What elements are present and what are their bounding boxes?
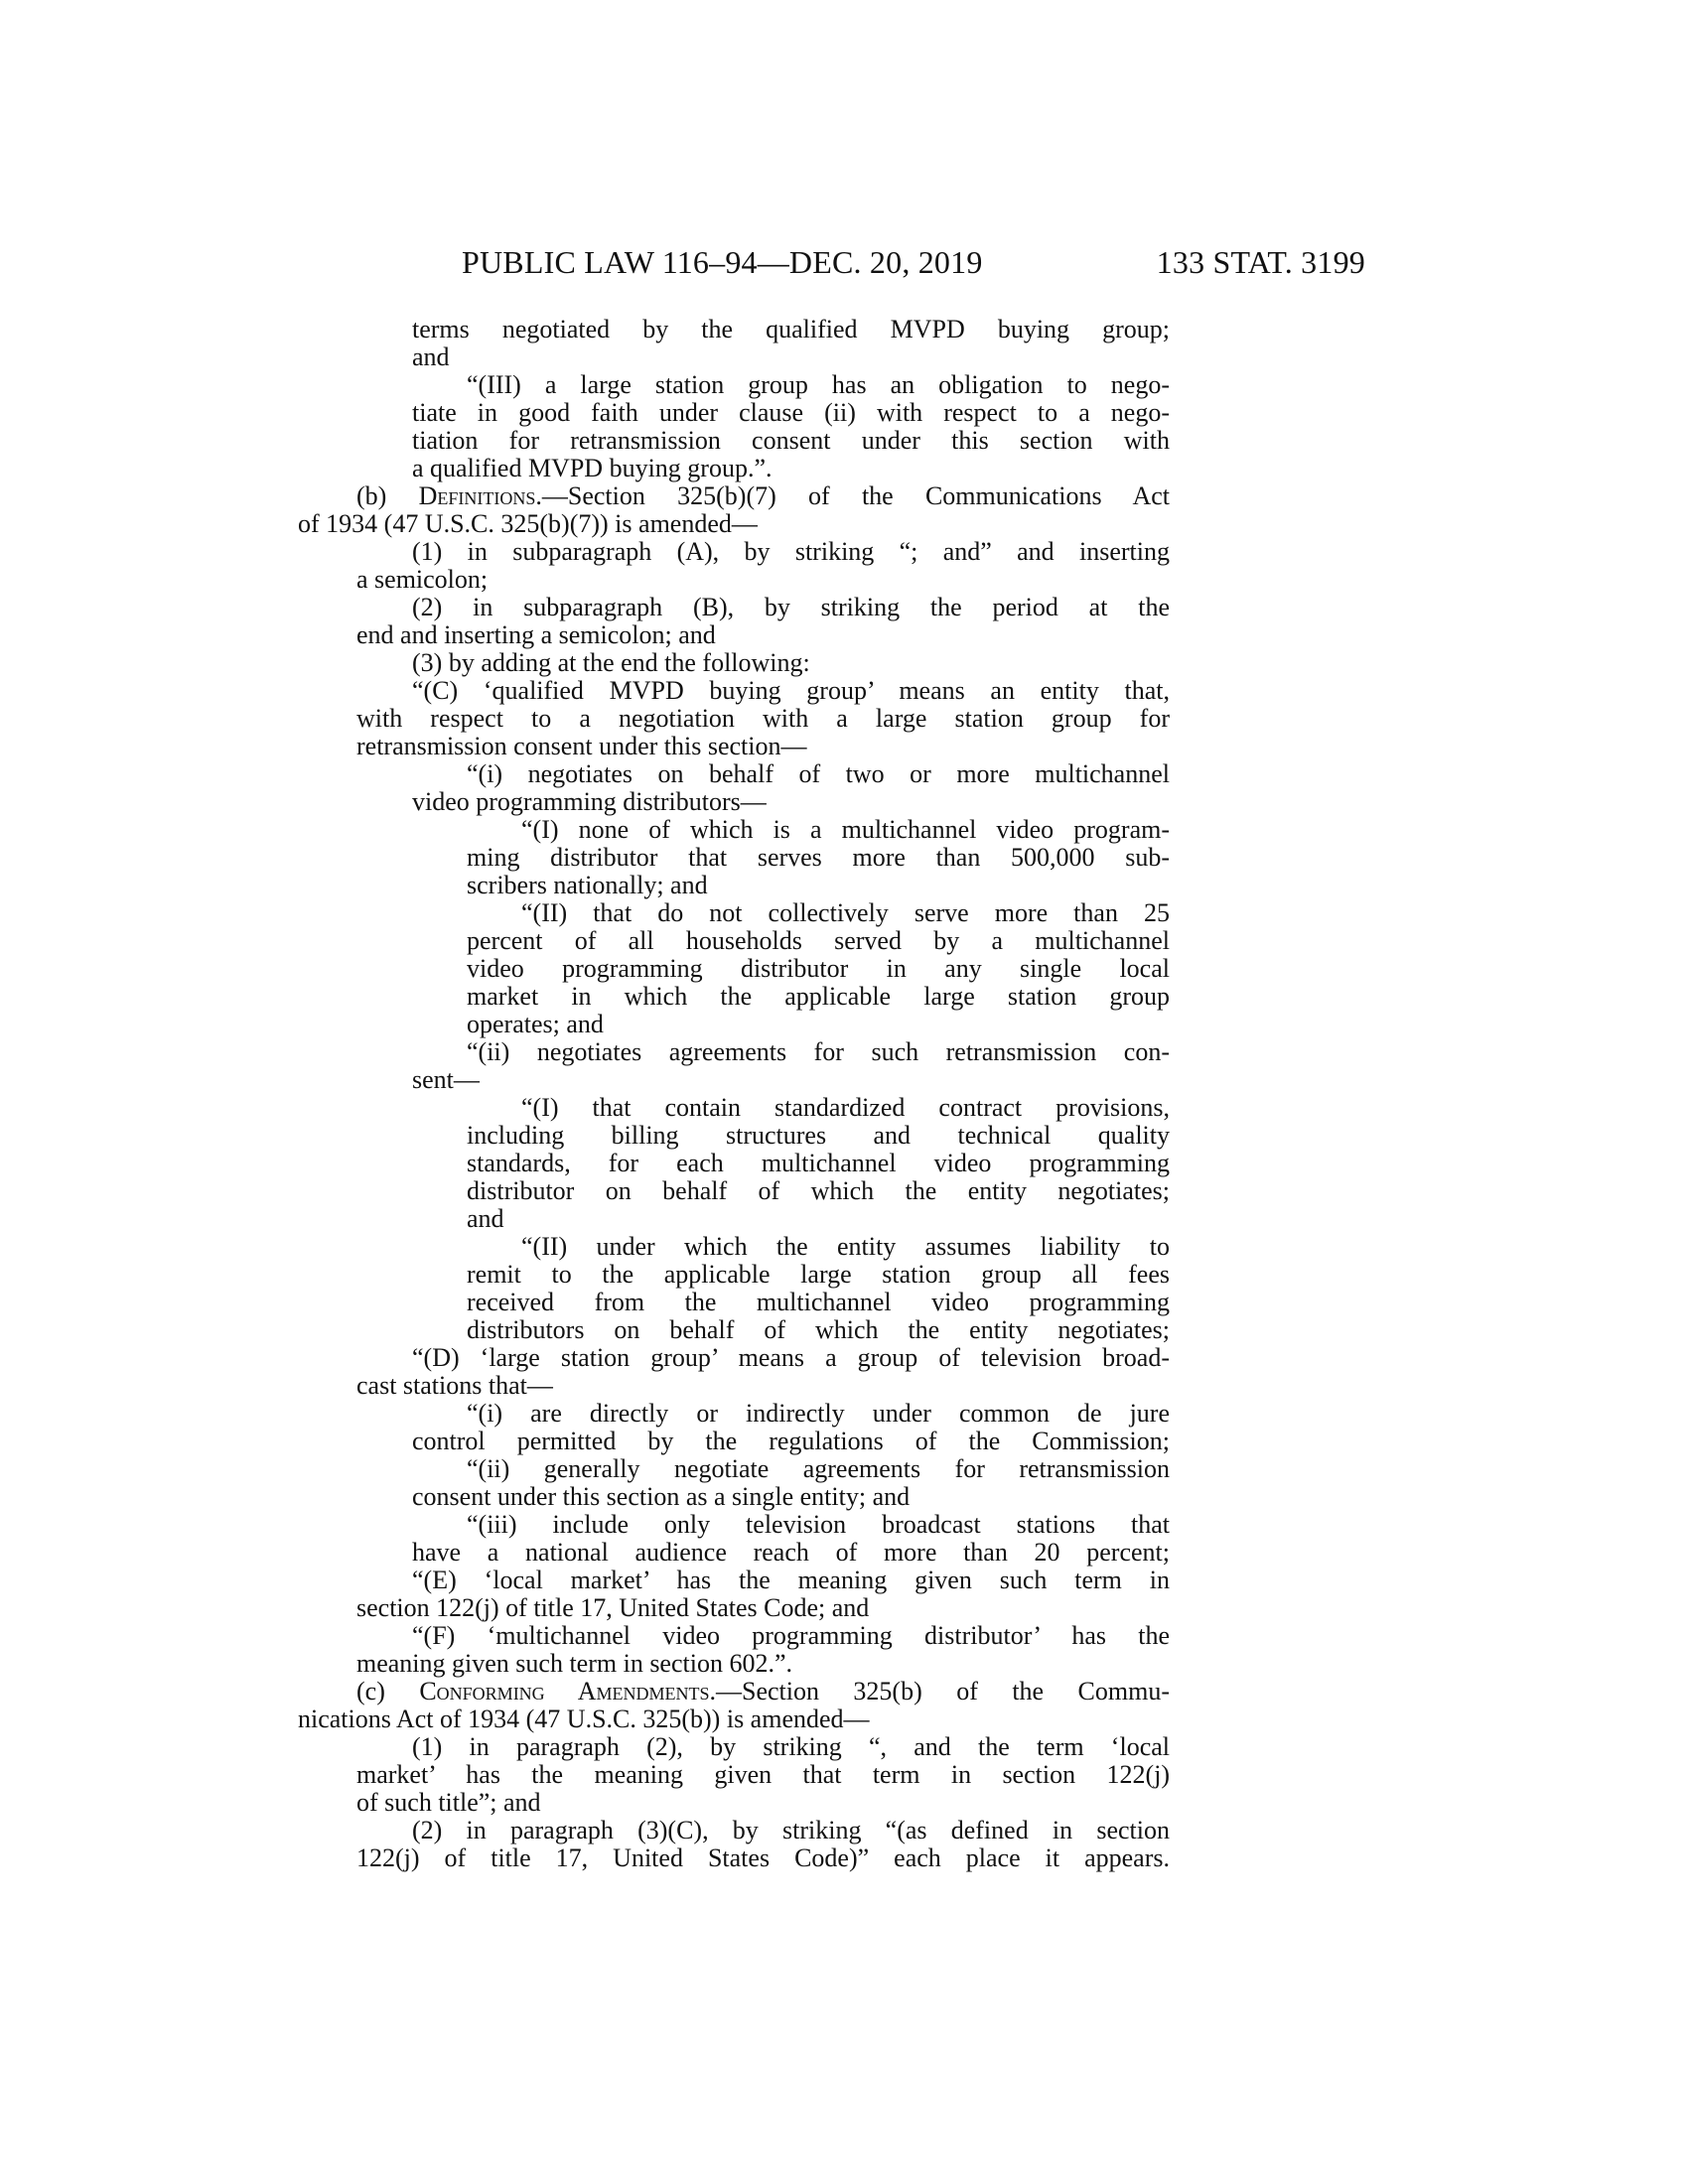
text-line [356, 1678, 1170, 1706]
line-text: .—Section 325(b) of the Commu- [709, 1678, 1170, 1706]
text-line: section 122(j) of title 17, United States Code; and [356, 1593, 870, 1622]
line-text: .—Section 325(b)(7) of the Communications Act [535, 482, 1170, 510]
text-line: a semicolon; [356, 565, 489, 594]
text-line: tiate in good faith under clause (ii) with respect to a nego- [412, 399, 1170, 427]
text-line: “(i) are directly or indirectly under common de jure [467, 1400, 1170, 1428]
text-line: 122(j) of title 17, United States Code)” each place it appears. [356, 1844, 1170, 1872]
text-line: with respect to a negotiation with a large station group for [356, 705, 1170, 733]
subsection-heading: Definitions [418, 482, 536, 510]
text-line: video programming distributors— [412, 787, 767, 816]
text-line: (2) in subparagraph (B), by striking the period at the [412, 594, 1170, 621]
text-line: “(II) under which the entity assumes liability to [521, 1233, 1170, 1261]
text-line: market in which the applicable large station group [467, 983, 1170, 1011]
text-line: scribers nationally; and [467, 871, 708, 899]
text-line: “(III) a large station group has an obligation to nego- [467, 371, 1170, 399]
text-line: “(iii) include only television broadcast stations that [467, 1511, 1170, 1539]
text-line: video programming distributor in any single local [467, 955, 1170, 983]
text-line [356, 482, 1170, 510]
text-line: and [412, 342, 450, 371]
statute-text [298, 316, 1170, 1872]
text-line: distributors on behalf of which the entity negotiates; [467, 1316, 1170, 1344]
text-line: of such title”; and [356, 1788, 541, 1817]
running-head-title: PUBLIC LAW 116–94—DEC. 20, 2019 [462, 244, 983, 280]
text-line: consent under this section as a single entity; and [412, 1482, 911, 1511]
text-line: and [467, 1204, 504, 1233]
text-line: distributor on behalf of which the entity negotiates; [467, 1177, 1170, 1205]
text-line: “(E) ‘local market’ has the meaning given such term in [412, 1567, 1170, 1594]
page-header [462, 244, 1365, 284]
text-line: standards, for each multichannel video programming [467, 1150, 1170, 1177]
text-line: sent— [412, 1065, 480, 1094]
text-line: “(I) none of which is a multichannel video program- [521, 816, 1170, 844]
text-line: “(C) ‘qualified MVPD buying group’ means an entity that, [412, 677, 1170, 705]
text-line: (3) by adding at the end the following: [412, 648, 810, 677]
page-number: 133 STAT. 3199 [1156, 244, 1365, 280]
text-line: “(F) ‘multichannel video programming distributor’ has the [412, 1622, 1170, 1650]
text-line: (1) in paragraph (2), by striking “, and the term ‘local [412, 1733, 1170, 1761]
text-line: a qualified MVPD buying group.”. [412, 454, 773, 482]
text-line: meaning given such term in section 602.”. [356, 1649, 793, 1678]
text-line: percent of all households served by a multichannel [467, 927, 1170, 955]
text-line: “(ii) generally negotiate agreements for retransmission [467, 1455, 1170, 1483]
text-line: (1) in subparagraph (A), by striking “; and” and inserting [412, 538, 1170, 566]
text-line: ming distributor that serves more than 500,000 sub- [467, 844, 1170, 872]
text-line: cast stations that— [356, 1371, 553, 1400]
text-line: terms negotiated by the qualified MVPD buying group; [412, 316, 1170, 343]
text-line: control permitted by the regulations of the Commission; [412, 1428, 1170, 1455]
subsection-marker: (c) [356, 1678, 420, 1706]
text-line: operates; and [467, 1010, 604, 1038]
text-line: “(I) that contain standardized contract provisions, [521, 1094, 1170, 1122]
subsection-heading: Conforming Amendments [419, 1678, 710, 1706]
text-line: retransmission consent under this section— [356, 732, 807, 760]
text-line: end and inserting a semicolon; and [356, 620, 716, 649]
text-line: “(i) negotiates on behalf of two or more multichannel [467, 760, 1170, 788]
text-line: of 1934 (47 U.S.C. 325(b)(7)) is amended— [298, 509, 758, 538]
text-line: tiation for retransmission consent under this section with [412, 427, 1170, 455]
text-line: including billing structures and technical quality [467, 1122, 1170, 1150]
text-line: received from the multichannel video programming [467, 1289, 1170, 1316]
text-line: “(II) that do not collectively serve more than 25 [521, 899, 1170, 927]
text-line: market’ has the meaning given that term in section 122(j) [356, 1761, 1170, 1789]
text-line: nications Act of 1934 (47 U.S.C. 325(b)) is amended— [298, 1705, 870, 1733]
text-line: “(D) ‘large station group’ means a group of television broad- [412, 1344, 1170, 1372]
text-line: “(ii) negotiates agreements for such retransmission con- [467, 1038, 1170, 1066]
text-line: remit to the applicable large station group all fees [467, 1261, 1170, 1289]
subsection-marker: (b) [356, 482, 419, 510]
text-line: have a national audience reach of more than 20 percent; [412, 1539, 1170, 1567]
text-line: (2) in paragraph (3)(C), by striking “(as defined in section [412, 1817, 1170, 1844]
